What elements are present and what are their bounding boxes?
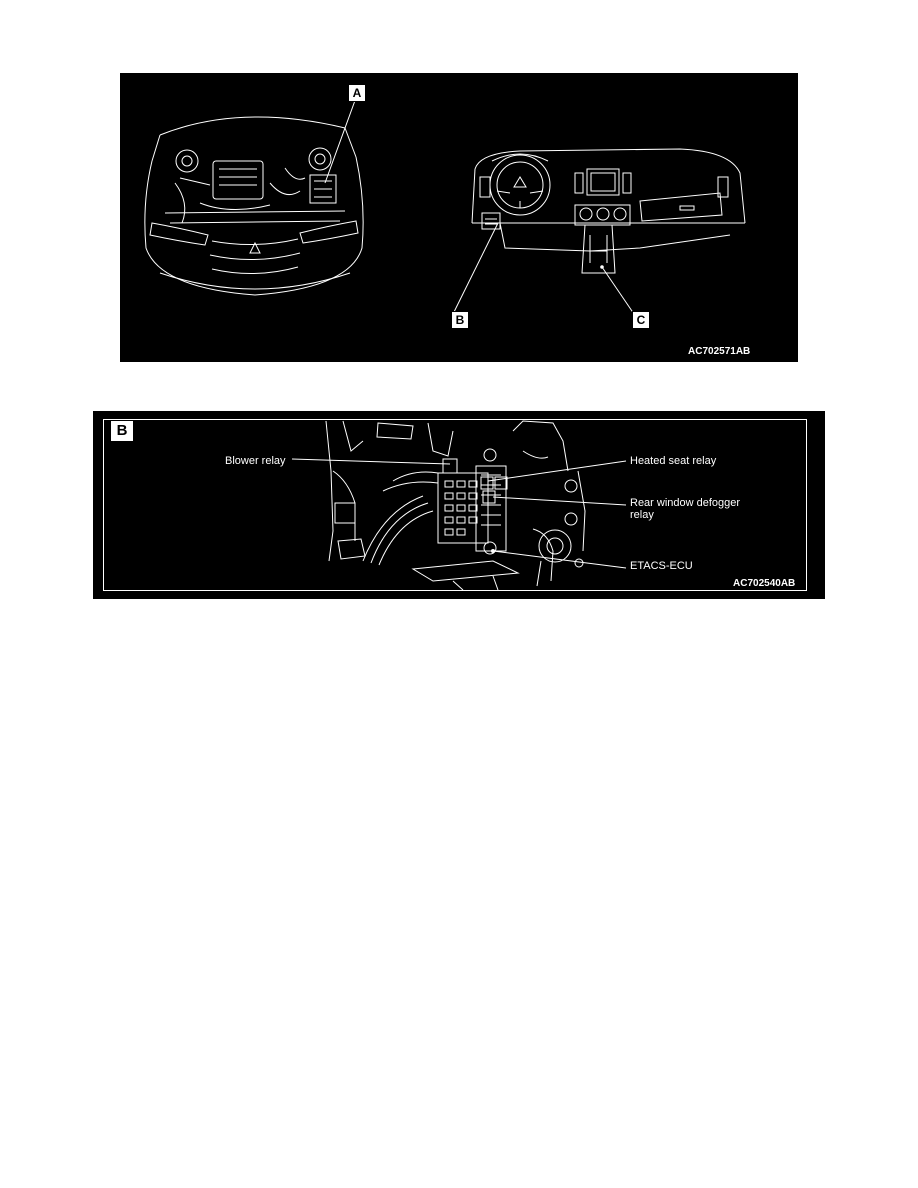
label-rear-window-defogger-relay	[630, 497, 740, 521]
label-rear-window-defogger-relay-line1: Rear window defogger	[630, 497, 741, 509]
leader-blower-relay	[292, 459, 450, 464]
label-rear-window-defogger-relay-line2: relay	[630, 509, 654, 521]
leader-etacs-ecu	[493, 551, 626, 568]
engine-compartment-drawing	[145, 117, 363, 295]
leader-line-b	[453, 223, 498, 314]
leader-line-c	[602, 267, 634, 314]
callout-b: B	[110, 420, 134, 442]
dashboard-drawing	[472, 149, 745, 273]
label-blower-relay: Blower relay	[225, 455, 286, 467]
leader-rear-window-defogger-relay	[493, 497, 626, 505]
junction-block-drawing	[326, 421, 585, 590]
callout-c: C	[632, 311, 650, 329]
callout-b: B	[451, 311, 469, 329]
location-diagram-panel	[120, 73, 798, 362]
figure-id: AC702540AB	[733, 578, 796, 589]
label-etacs-ecu: ETACS-ECU	[630, 560, 693, 572]
label-heated-seat-relay: Heated seat relay	[630, 455, 717, 467]
leader-heated-seat-relay	[488, 461, 626, 481]
leader-line-a	[325, 95, 357, 183]
figure-id: AC702571AB	[688, 346, 751, 357]
callout-a: A	[348, 84, 366, 102]
detail-b-panel	[93, 411, 825, 599]
